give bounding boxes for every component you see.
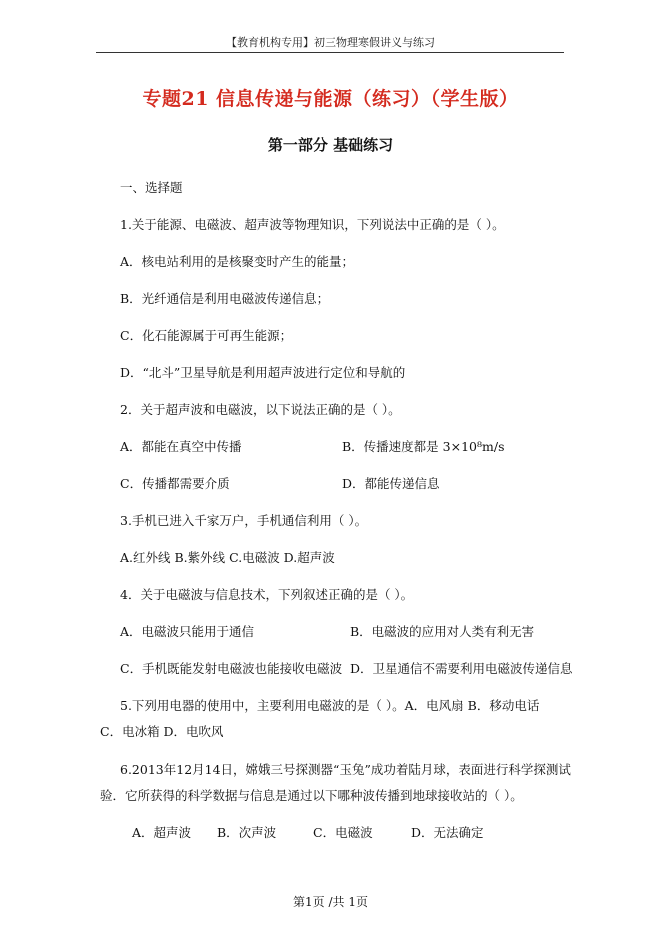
q2-option-a: A．都能在真空中传播 <box>120 439 242 454</box>
section-heading: 一、选择题 <box>120 180 183 195</box>
q1-option-a: A．核电站利用的是核聚变时产生的能量； <box>120 254 355 269</box>
q6-line-2: 验．它所获得的科学数据与信息是通过以下哪种波传播到地球接收站的（ ）。 <box>100 788 523 803</box>
q6-option-b: B．次声波 <box>217 825 277 840</box>
q1-stem: 1.关于能源、电磁波、超声波等物理知识，下列说法中正确的是（ ）。 <box>120 217 505 232</box>
q4-stem: 4．关于电磁波与信息技术，下列叙述正确的是（ ）。 <box>120 587 414 602</box>
q2-stem: 2．关于超声波和电磁波，以下说法正确的是（ ）。 <box>120 402 401 417</box>
q3-stem: 3.手机已进入千家万户，手机通信利用（ ）。 <box>120 513 368 528</box>
q6-line-1: 6.2013年12月14日，嫦娥三号探测器“玉兔”成功着陆月球，表面进行科学探测试 <box>120 762 571 777</box>
q6-option-c: C．电磁波 <box>313 825 373 840</box>
q6-option-d: D．无法确定 <box>411 825 484 840</box>
q4-option-d: D．卫星通信不需要利用电磁波传递信息 <box>350 661 573 676</box>
q5-line-2: C．电冰箱 D．电吹风 <box>100 724 224 739</box>
q5-line-1: 5.下列用电器的使用中，主要利用电磁波的是（ ）。A．电风扇 B．移动电话 <box>120 698 540 713</box>
q1-option-d: D．“北斗”卫星导航是利用超声波进行定位和导航的 <box>120 365 406 380</box>
section-subtitle: 第一部分 基础练习 <box>267 136 394 154</box>
header-rule <box>96 52 564 53</box>
q1-option-b: B．光纤通信是利用电磁波传递信息； <box>120 291 330 306</box>
page-header: 【教育机构专用】初三物理寒假讲义与练习 <box>226 36 435 49</box>
document-title: 专题21 信息传递与能源（练习）（学生版） <box>142 88 519 110</box>
q4-option-a: A．电磁波只能用于通信 <box>120 624 255 639</box>
q6-option-a: A．超声波 <box>132 825 192 840</box>
page-footer: 第1页 /共 1页 <box>293 895 368 909</box>
q4-option-c: C．手机既能发射电磁波也能接收电磁波 <box>120 661 343 676</box>
q3-options: A.红外线 B.紫外线 C.电磁波 D.超声波 <box>120 550 335 565</box>
q2-option-c: C．传播都需要介质 <box>120 476 230 491</box>
q2-option-d: D．都能传递信息 <box>342 476 440 491</box>
q2-option-b: B．传播速度都是 3×10⁸m/s <box>342 439 505 454</box>
q4-option-b: B．电磁波的应用对人类有利无害 <box>350 624 535 639</box>
q1-option-c: C．化石能源属于可再生能源； <box>120 328 293 343</box>
